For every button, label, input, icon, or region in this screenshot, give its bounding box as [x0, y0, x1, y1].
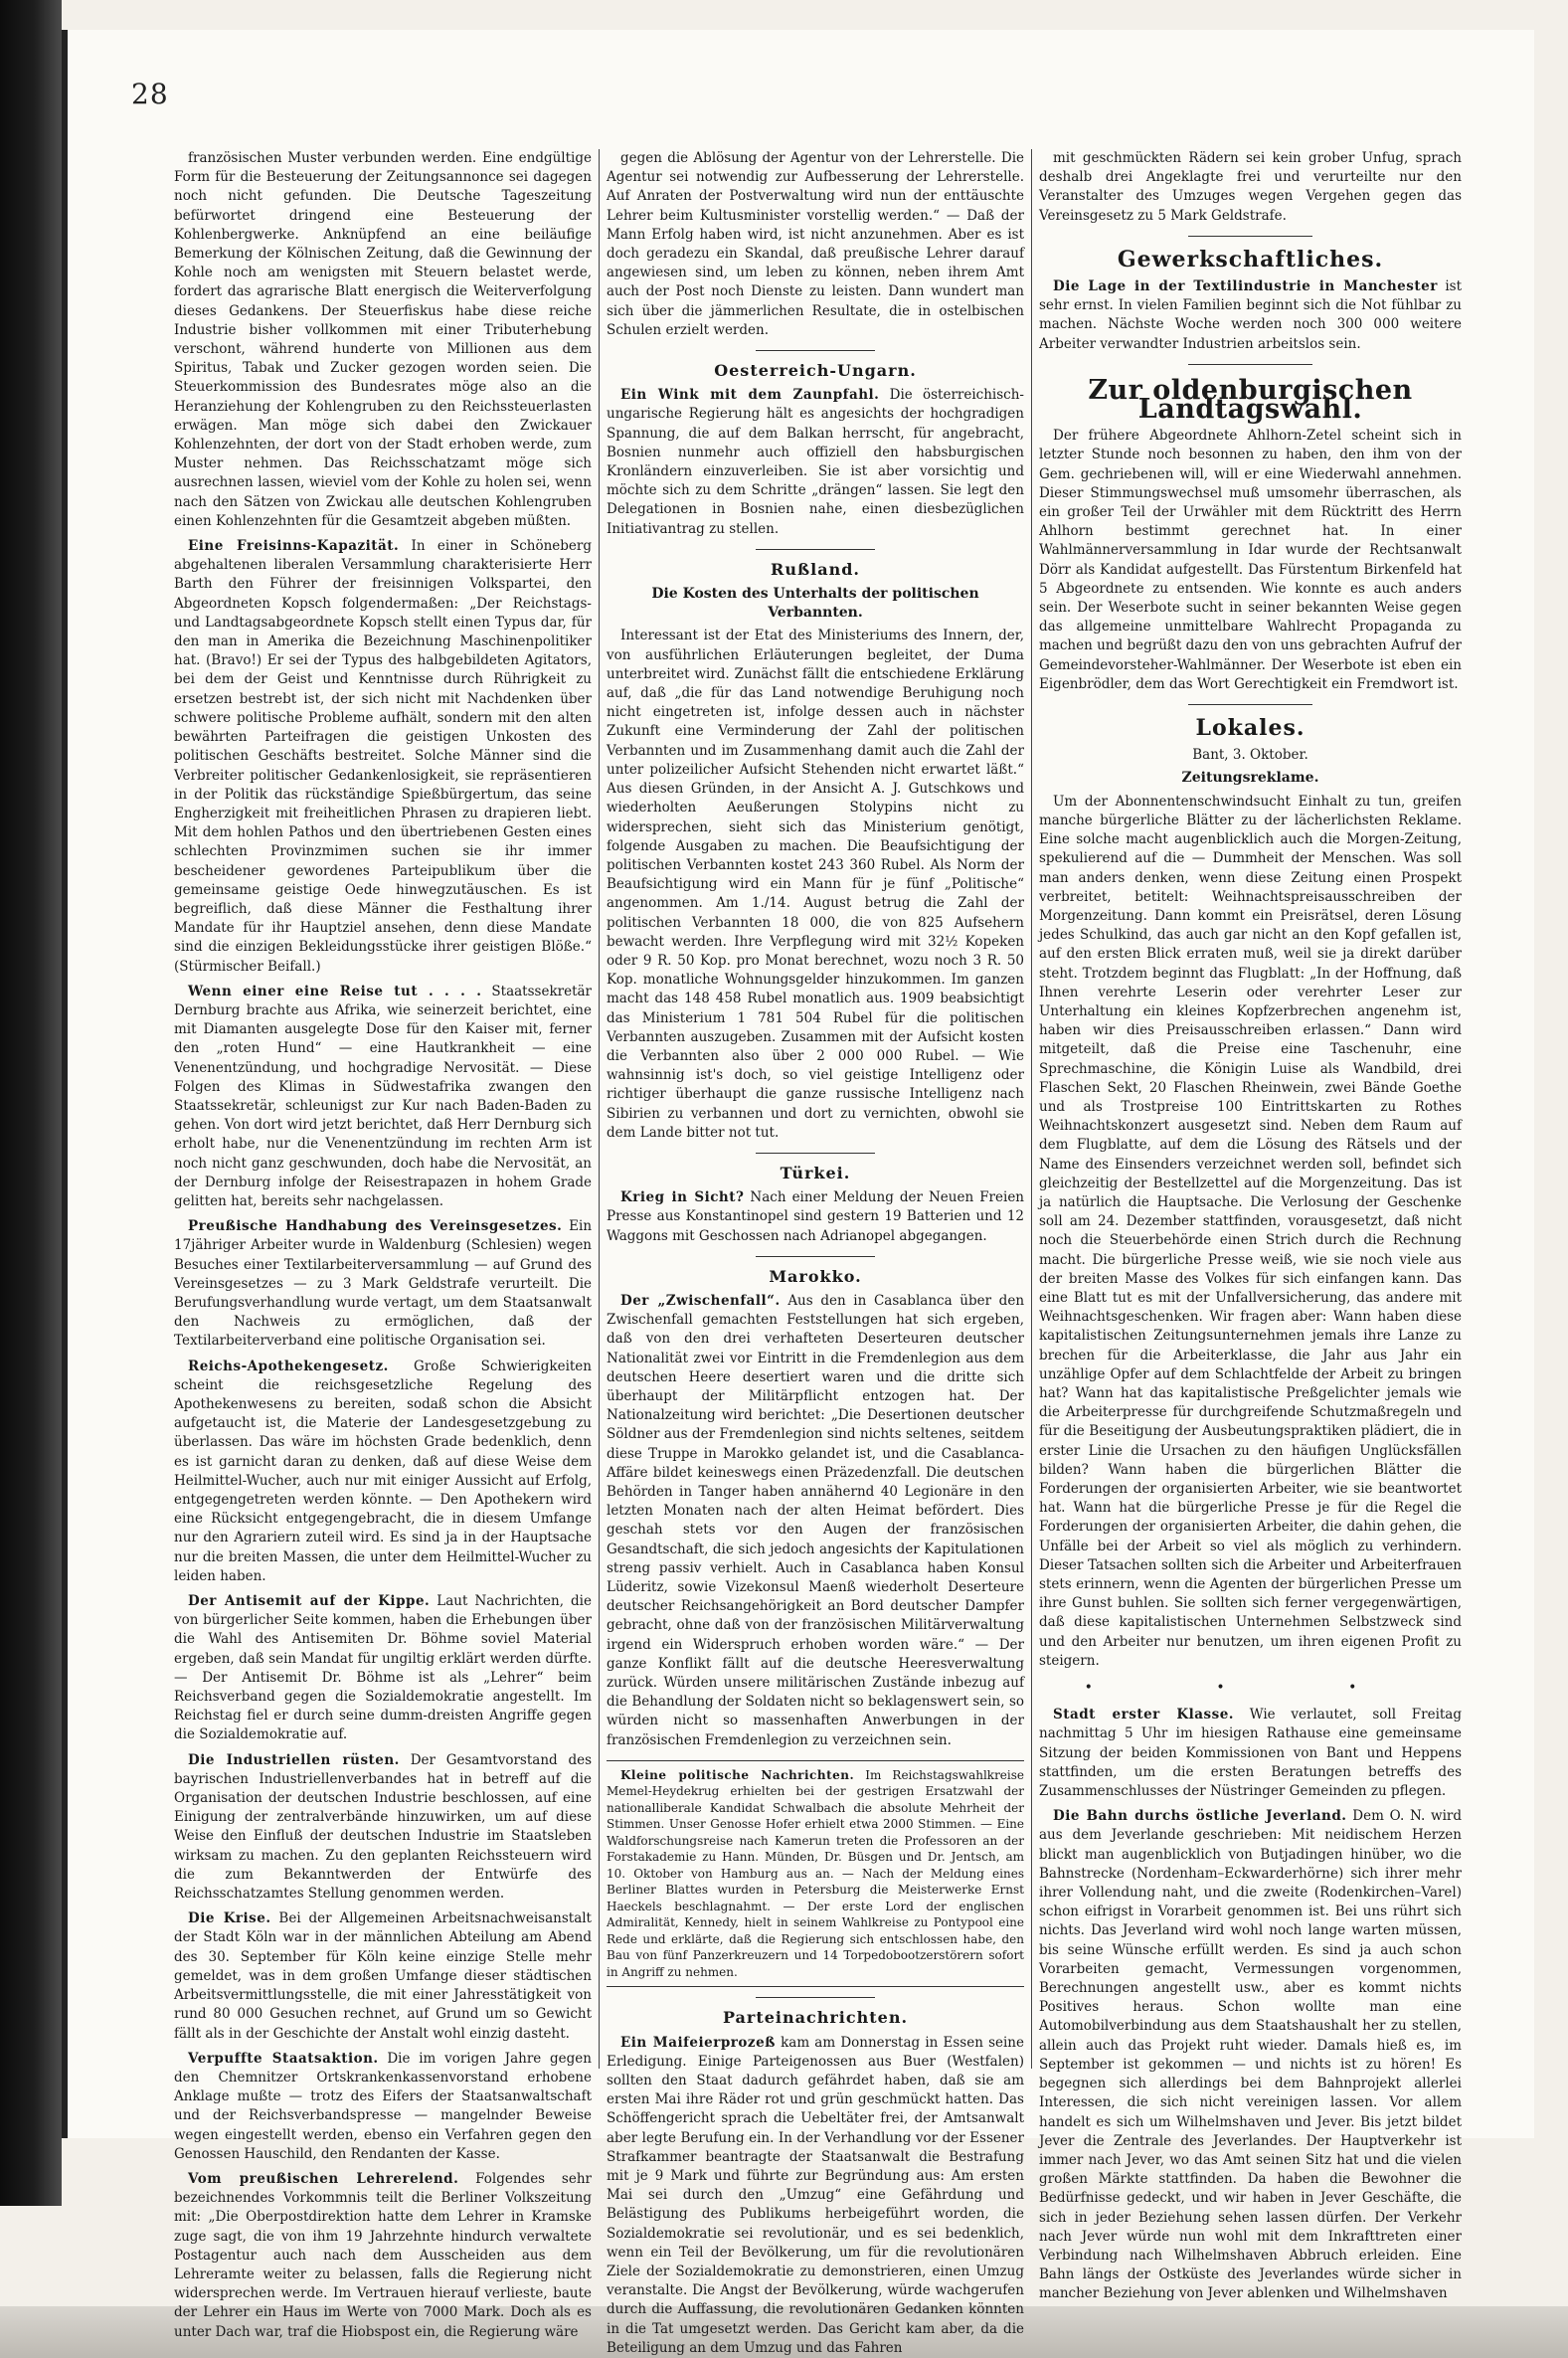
article-paragraph — [174, 1751, 592, 1905]
article-paragraph — [174, 1217, 592, 1351]
article — [174, 983, 592, 1211]
article-lead: Der „Zwischenfall“. — [620, 1292, 781, 1309]
article-paragraph — [1039, 793, 1462, 1671]
article-paragraph — [174, 2170, 592, 2342]
article — [174, 149, 592, 531]
article-text: Folgendes sehr bezeichnendes Vorkommnis teilt die Berliner Volkszeitung mit: „Die Oberpostdirektion hatte dem Lehrer in Kramske zuge sagt, die von ihm 19 Jahrzehnte hindurch verwaltete Postagentur auch nach dem Ausscheiden aus dem Lehreramte weiter zu belassen, falls die Regierung nicht widersprechen werde. Im Vertrauen hierauf verlieste, baute der Lehrer ein Haus im Werte von 7000 Mark. Doch als es unter Dach war, traf die Hiobspost ein, die Regierung wäre — [174, 2170, 592, 2340]
article — [1039, 277, 1462, 354]
article-lead: Ein Maifeierprozeß — [620, 2034, 776, 2051]
article-paragraph — [174, 1358, 592, 1586]
article-text: kam am Donnerstag in Essen seine Erledigung. Einige Parteigenossen aus Buer (Westfalen) sollten den Staat dadurch gefährdet haben, daß sie am ersten Mai ihre Räder rot und grün geschmückt hatten. Das Schöffengericht sprach die Uebeltäter frei, der Amtsanwalt aber legte Berufung ein. In der Verhandlung vor der Essener Strafkammer beantragte der Staatsanwalt die Bestrafung mit je 9 Mark und führte zur Begründung aus: Am ersten Mai sei durch den „Umzug“ eine Gefährdung und Belästigung des Publikums herbeigeführt worden, die Sozialdemokratie sei revolutionär, und es sei bedenklich, wenn ein Teil der Bevölkerung, um für die revolutionären Ziele der Sozialdemokratie zu demonstrieren, einen Umzug veranstalte. Die Angst der Bevölkerung, würde wachgerufen durch die Auffassung, die revolutionären Gedanken könnten in die Tat umgesetzt werden. Das Gericht kam aber, da die Beteiligung an dem Umzug und das Fahren — [607, 2034, 1024, 2356]
column-3 — [1039, 149, 1463, 2302]
article — [607, 1188, 1024, 1246]
article-paragraph — [1039, 427, 1462, 694]
column-rule — [1031, 149, 1032, 2069]
article-text: Aus den in Casablanca über den Zwischenfall gemachten Feststellungen hat sich ergeben, daß von den drei verhafteten Deserteuren deutscher Nationalität zwei vor Eintritt in die Fremdenlegion aus dem deutschen Heere desertiert waren und die dritte sich überhaupt der Militärpflicht entzogen hat. Der Nationalzeitung wird berichtet: „Die Desertionen deutscher Söldner aus der Fremdenlegion sind nichts seltenes, seitdem diese Truppe in Marokko gelandet ist, und die Casablanca-Affäre bildet keineswegs einen Präzedenzfall. Die deutschen Behörden in Tanger haben annähernd 40 Legionäre in den letzten Monaten nach der alten Heimat befördert. Dies geschah stets vor den Augen der französischen Gesandtschaft, die sich jedoch angesichts der Kapitulationen streng passiv verhielt. Auch in Casablanca haben Konsul Lüderitz, sowie Vizekonsul Maenß wiederholt Deserteure deutscher Reichsangehörigkeit an Bord deutscher Dampfer gebracht, ohne daß von der französischen Militärverwaltung irgend ein Widerspruch erhoben worden wäre.“ — Der ganze Konflikt fällt auf die deutsche Heeresverwaltung zurück. Würden unsere militärischen Zustände inbezug auf die Behandlung der Soldaten nicht so beklagenswert sein, so würden nicht so massenhaften Anwerbungen in der französischen Fremdenlegion zu verzeichnen sein. — [607, 1292, 1025, 1748]
section-divider — [1188, 236, 1312, 237]
article — [174, 2050, 592, 2164]
section-heading: Rußland. — [771, 559, 860, 579]
article-text: Der frühere Abgeordnete Ahlhorn-Zetel scheint sich in letzter Stunde noch besonnen zu haben, den ihm von der Gem. gechriebenen will, will er eine Wiederwahl annehmen. Dieser Stimmungswechsel muß umsomehr überraschen, als ein großer Teil der Urwähler mit dem Rücktritt des Herrn Ahlhorn bestimmt gerechnet hat. In einer Wahlmännerversammlung in Idar wurde der Rechtsanwalt Dörr als Kandidat aufgestellt. Das Fürstentum Birkenfeld hat 5 Abgeordnete zu entsenden. Wie konnte es auch anders sein. Der Weserbote sucht in seiner bekannten Weise gegen das allgemeine unmittelbare Wahlrecht Propaganda zu machen und begrüßt dazu den von uns gebrachten Aufruf der Gemeindevorsteher-Wahlmänner. Der Weserbote ist eben ein Eigenbrödler, dem das Wort Gerechtigkeit ein Fremdwort ist. — [1039, 428, 1462, 692]
section-divider — [756, 1256, 875, 1257]
article-text: Ein 17jähriger Arbeiter wurde in Waldenburg (Schlesien) wegen Besuches einer Textilarbeiterversammlung — auf Grund des Vereinsgesetzes — zu 3 Mark Geldstrafe verurteilt. Die Berufungsverhandlung wurde vertagt, um dem Staatsanwalt den Nachweis zu ermöglichen, daß der Textilarbeiterverband eine politische Organisation sei. — [174, 1218, 593, 1350]
section-heading: Zur oldenburgischen Landtagswahl. — [1088, 374, 1413, 426]
article-lead: Preußische Handhabung des Vereinsgesetzes. — [188, 1218, 563, 1235]
article-text: Die österreichisch-ungarische Regierung hält es angesichts der hochgradigen Spannung, die auf dem Balkan herrscht, für angebracht, Bosnien nunmehr auch offiziell den habsburgischen Kronländern einzuverleiben. Sie ist aber vorsichtig und möchte sich zu dem Schritte „drängen“ lassen. Sie legt den Delegationen in Bosnien nahe, einen diesbezüglichen Initiativantrag zu stellen. — [607, 387, 1024, 537]
article-paragraph — [1039, 277, 1462, 354]
article-lead: Wenn einer eine Reise tut . . . . — [188, 983, 482, 999]
section-heading: Gewerkschaftliches. — [1117, 246, 1384, 272]
article-paragraph — [174, 983, 592, 1211]
article-paragraph — [174, 1592, 592, 1745]
article — [1039, 1706, 1462, 1801]
article-paragraph — [174, 149, 592, 531]
article-text: ist sehr ernst. In vielen Familien beginnt sich die Not fühlbar zu machen. Nächste Woche werden noch 300 000 weitere Arbeiter verwandter Industrien arbeitslos sein. — [1039, 278, 1462, 352]
article-lead: Krieg in Sicht? — [620, 1189, 745, 1206]
article-paragraph — [607, 1188, 1024, 1246]
article-lead: Die Industriellen rüsten. — [188, 1751, 400, 1768]
article-lead: Vom preußischen Lehrerelend. — [188, 2170, 459, 2187]
section-divider — [756, 1153, 875, 1154]
article — [607, 386, 1024, 539]
article — [174, 537, 592, 977]
article-text: Dem O. N. wird aus dem Jeverlande geschrieben: Mit neidischem Herzen blickt man augenblicklich von Butjadingen hinüber, wo die Bahnstrecke (Nordenham–Eckwarderhörne) sich ihrer mehr ihrer Vollendung naht, und die zweite (Rodenkirchen–Varel) schon eifrigst in Vorarbeit genommen ist. Bei uns rührt sich nichts. Das Jeverland wird wohl noch lange warten müssen, bis seine Wünsche erfüllt werden. Es sind ja auch schon Vorarbeiten gemacht, Vermessungen vorgenommen, Berechnungen angestellt usw., aber es kommt nichts Positives heraus. Schon wollte man eine Automobilverbindung aus dem Staatshaushalt her zu stellen, allein auch das Projekt ruht wieder. Damals hieß es, im September ist gekommen — und nichts ist zu hören! Es begegnen sich allerdings bei dem Bahnprojekt allerlei Interessen, die sich nicht vereinigen lassen. Vor allem handelt es sich um Wilhelmshaven und Jever. Bis jetzt bildet Jever die Zentrale des Jeverlandes. Der Hauptverkehr ist immer nach Jever, wo das Amt seinen Sitz hat und die vielen großen Märkte stattfinden. Da haben die Bewohner die Bedürfnisse gedeckt, und wir haben in Jever Geschäfte, die sich in jeder Beziehung sehen lassen dürfen. Der Verkehr nach Jever würde nun wohl mit dem Inkrafttreten einer Verbindung nach Wilhelmshaven Abbruch erleiden. Eine Bahn längs der Ostküste des Jeverlandes würde sicher in mancher Beziehung von Jever ablenken und Wilhelmshaven — [1039, 1808, 1463, 2302]
article — [174, 1751, 592, 1905]
article-lead: Die Bahn durchs östliche Jeverland. — [1053, 1808, 1347, 1825]
column-rule — [599, 149, 600, 2069]
article — [1039, 793, 1462, 1671]
article-text: Im Reichstagswahlkreise Memel-Heydekrug erhielten bei der gestrigen Ersatzwahl der nationalliberale Kandidat Schwalbach die absolute Mehrheit der Stimmen. Unser Genosse Hofer erhielt etwa 2000 Stimmen. — Eine Waldforschungsreise nach Kamerun treten die Professoren an der Forstakademie zu Hann. Münden, Dr. Büsgen und Dr. Jentsch, am 10. Oktober von Hamburg aus an. — Nach der Meldung eines Berliner Blattes wurden in Petersburg die Meisterwerke Ernst Haeckels beschlagnahmt. — Der erste Lord der englischen Admiralität, Kennedy, hielt in seinem Wahlkreise zu Pontypool eine Rede und erklärte, daß die Regierung sich entschlossen habe, den Bau von fünf Panzerkreuzern und 14 Torpedobootzerstörern sofort in Angriff zu nehmen. — [607, 1767, 1024, 1979]
article-lead: Kleine politische Nachrichten. — [620, 1767, 855, 1782]
article-paragraph — [174, 537, 592, 977]
section-heading: Parteinachrichten. — [722, 2008, 909, 2028]
column-2 — [607, 149, 1025, 2356]
section-divider — [1188, 704, 1312, 705]
section-divider — [756, 549, 875, 550]
article-text: Um der Abonnentenschwindsucht Einhalt zu tun, greifen manche bürgerliche Blätter zu der lächerlichsten Reklame. Eine solche macht augenblicklich auch die Morgen-Zeitung, spekulierend auf die — Dummheit der Menschen. Was soll man anders denken, wenn diese Zeitung einen Prospekt verbreitet, betitelt: Weihnachtspreisausschreiben der Morgenzeitung. Dann kommt ein Preisrätsel, deren Lösung jedes Schulkind, das auch gar nicht an den Kopf gefallen ist, auf den ersten Blick erraten muß, weil sie ja direkt darüber steht. Trotzdem beginnt das Flugblatt: „In der Hoffnung, daß Ihnen verehrte Leserin oder verehrter Leser zur Unterhaltung ein kleines Kopfzerbrechen angenehm ist, haben wir dies Preisausschreiben erlassen.“ Dann wird mitgeteilt, daß die Preise eine Taschenuhr, eine Sprechmaschine, die Königin Luise als Wandbild, drei Flaschen Sekt, 20 Flaschen Rheinwein, zwei Bände Goethe und als Trostpreise 100 Eintrittskarten zu Rothes Weihnachtskonzert ausgesetzt sind. Neben dem Raum auf dem Flugblatte, auf dem die Lösung des Rätsels und der Name des Einsenders verzeichnet werden soll, befindet sich gleichzeitig der Bestellzettel auf die Morgenzeitung. Das ist ja natürlich die Hauptsache. Die Verlosung der Geschenke soll am 24. Dezember stattfinden, vorausgesetzt, daß nicht noch die Steuerbehörde einen Strich durch die Rechnung macht. Die bürgerliche Presse weiß, wie sie noch viele aus der breiten Masse des Volkes für sich einfangen kann. Das eine Blatt tut es mit der Unfallversicherung, das andere mit Weihnachtsgeschenken. Wir fragen aber: Wann haben diese kapitalistischen Zeitungsunternehmen jemals ihre Lanze zu brechen für die Arbeiterklasse, die Jahr aus Jahr ein unzählige Opfer auf dem Schlachtfelde der Arbeit zu bringen hat? Wann hat das kapitalistische Preßgelichter jemals wie die Arbeiterpresse für durchgreifende Schutzmaßregeln und für die Beseitigung der Ausbeutungspraktiken plädiert, die in erster Linie die Ursachen zu den häufigen Unglücksfällen bilden? Wann haben die bürgerlichen Blätter die Forderungen der organisierten Arbeiter, wie sie beantwortet hat. Wann hat die bürgerliche Presse je für die Regel die Forderungen der organisierten Arbeiter, die dahin gehen, die Unfälle bei der Arbeit so viel als möglich zu verhindern. Dieser Tatsachen sollten sich die Arbeiter und Arbeiterfrauen stets erinnern, wenn die Agenten der bürgerlichen Presse um ihre Gunst buhlen. Sie sollten sich ferner vergegenwärtigen, daß diese kapitalistischen Unternehmen Selbstzweck sind und den Arbeiter nur benutzen, um ihren eigenen Profit zu steigern. — [1039, 793, 1462, 1669]
article-text: Bei der Allgemeinen Arbeitsnachweisanstalt der Stadt Köln war in der männlichen Abteilung am Abend des 30. September für Köln keine einzige Stelle mehr gemeldet, was in dem großen Umfange dieser städtischen Arbeitsvermittlungsstelle, die mit einer Jahresstätigkeit von rund 80 000 Gesuchen rechnet, auf Grund um so Gewicht fällt als in der Geschichte der Anstalt wohl einzig dasteht. — [174, 1910, 592, 2042]
article-paragraph — [607, 2034, 1024, 2358]
article-text: In einer in Schöneberg abgehaltenen liberalen Versammlung charakterisierte Herr Barth den Führer der freisinnigen Volkspartei, den Abgeordneten Kopsch folgendermaßen: „Der Reichstags- und Landtagsabgeordnete Kopsch stellt einen Typus dar, für den man in Amerika die Bezeichnung Maschinenpolitiker hat. (Bravo!) Er sei der Typus des halbgebildeten Agitators, bei dem der Geist und Kenntnisse durch Rührigkeit zu ersetzen bestrebt ist, der sich nicht mit Nachdenken über schwere politische Probleme aufhält, sondern mit den alten bewährten Parteifragen die geistigen Unkosten des politischen Geschäfts bestreitet. Solche Männer sind die Verbreiter politischer Gedankenlosigkeit, sie repräsentieren in der Politik das rückständige Spießbürgertum, das seine Engherzigkeit mit freiheitlichen Phrasen zu drapieren liebt. Mit dem hohlen Pathos und den übertriebenen Gesten eines schlechten Provinzmimen suchen sie ihr immer bescheidener gewordenes Parteipublikum über die gemeinsame geistige Oede hinwegzutäuschen. Es ist begreiflich, daß diese Männer die Festhaltung ihrer Mandate für ihr Hauptziel ansehen, denn diese Mandate sind die einzigen Bekleidungsstücke ihrer geistigen Blöße.“ (Stürmischer Beifall.) — [174, 538, 592, 975]
column-1 — [174, 149, 593, 2340]
scan-dark-edge — [0, 0, 62, 2206]
article-paragraph — [607, 149, 1024, 340]
article-lead: Der Antisemit auf der Kippe. — [188, 1593, 431, 1610]
article-text: Laut Nachrichten, die von bürgerlicher Seite kommen, haben die Erhebungen über die Wahl des Antisemiten Dr. Böhme soviel Material ergeben, daß sein Mandat für ungiltig erklärt werden dürfte. — Der Antisemit Dr. Böhme ist als „Lehrer“ beim Reichsverband gegen die Sozialdemokratie angestellt. Im Reichstag fiel er durch seine dumm-dreisten Angriffe gegen die Sozialdemokratie auf. — [174, 1593, 592, 1743]
article — [174, 1909, 592, 2043]
article-lead: Eine Freisinns-Kapazität. — [188, 538, 400, 555]
article-text: Nach einer Meldung der Neuen Freien Presse aus Konstantinopel sind gestern 19 Batterien und 12 Waggons mit Geschossen nach Adrianopel abgegangen. — [607, 1189, 1024, 1244]
article-paragraph — [607, 1767, 1024, 1981]
article — [607, 627, 1024, 1142]
article-text: Interessant ist der Etat des Ministeriums des Innern, der, von ausführlichen Erläuterungen begleitet, der Duma unterbreitet wird. Zunächst fällt die entschiedene Erklärung auf, daß „die für das Land notwendige Beruhigung noch nicht eingetreten ist, infolge dessen auch in nächster Zukunft eine Verminderung der Zahl der politischen Verbannten und im Zusammenhang damit auch die Zahl der unter polizeilicher Aufsicht Stehenden nicht erwartet läßt.“ Aus diesen Gründen, in der Ansicht A. J. Gutschkows und wiederholten Aeußerungen Stolypins nicht zu widersprechen, sieht sich das Ministerium genötigt, folgende Ausgaben zu machen. Die Beaufsichtigung der politischen Verbannten kostet 243 360 Rubel. Als Norm der Beaufsichtigung wird ein Mann für je fünf „Politische“ angenommen. Am 1./14. August betrug die Zahl der politischen Verbannten 18 000, die von 825 Aufsehern bewacht werden. Ihre Verpflegung wird mit 32½ Kopeken oder 9 R. 50 Kop. pro Monat berechnet, wozu noch 3 R. 50 Kop. monatliche Wohnungsgelder hinzukommen. Im ganzen macht das 148 458 Rubel monatlich aus. 1909 beabsichtigt das Ministerium 1 781 504 Rubel für die politischen Verbannten auszugeben. Zusammen mit der Aufsicht kosten die Verbannten also über 2 000 000 Rubel. — Wie wahnsinnig ist's doch, so viel geistige Intelligenz oder richtiger überhaupt die ganze russische Intelligenz nach Sibirien zu verbannen und dort zu vernichten, obwohl sie dem Lande bitter not tut. — [607, 628, 1024, 1141]
article-paragraph — [607, 1292, 1024, 1750]
section-heading: Oesterreich-Ungarn. — [714, 361, 917, 381]
article-paragraph — [1039, 1807, 1462, 2303]
article — [174, 1592, 592, 1745]
article-text: gegen die Ablösung der Agentur von der Lehrerstelle. Die Agentur sei notwendig zur Aufbesserung der Lehrerstelle. Auf Anraten der Postverwaltung wird nun der enttäuschte Lehrer beim Kultusminister vorstellig werden.“ — Daß der Mann Erfolg haben wird, ist nicht anzunehmen. Aber es ist doch geradezu ein Skandal, daß preußische Lehrer darauf angewiesen sind, um leben zu können, neben ihrem Amt auch der Post noch Dienste zu leisten. Dann wundert man sich über die jämmerlichen Resultate, die in ostelbischen Schulen erzielt werden. — [607, 150, 1024, 338]
dateline: Bant, 3. Oktober. — [1192, 747, 1308, 764]
article — [174, 2170, 592, 2342]
article — [174, 1358, 592, 1586]
article-lead: Die Krise. — [188, 1910, 271, 1927]
news-brief-box — [607, 1760, 1024, 1988]
article-lead: Ein Wink mit dem Zaunpfahl. — [620, 387, 880, 404]
article-paragraph — [607, 627, 1024, 1142]
article-text: französischen Muster verbunden werden. Eine endgültige Form für die Besteuerung der Zeitungsannonce sei dagegen noch nicht gefunden. Die Deutsche Tageszeitung befürwortet dringend eine Besteuerung der Kohlenbergwerke. Anknüpfend an eine beiläufige Bemerkung der Kölnischen Zeitung, daß die Gewinnung der Kohle noch am wenigsten mit Steuern belastet werde, fordert das agrarische Blatt energisch die Weiterverfolgung dieses Gedankens. Der Steuerfiskus habe diese reiche Industrie bisher vollkommen mit einer Tributerhebung verschont, während hunderte von Millionen aus dem Spiritus, Tabak und Zucker gezogen worden seien. Die Steuerkommission des Bundesrates möge also an die Heranziehung der Kohlengruben zu den Reichssteuerlasten erwägen. Man möge sich dabei den Zwickauer Kohlenzehnten, der dort von der Stadt erhoben werde, zum Muster nehmen. Das Reichsschatzamt möge sich ausrechnen lassen, wieviel vom der Kohle zu holen sei, wenn nach den Sätzen von Zwickau alle deutschen Kohlengruben einen Kohlenzehnten für die Gesamtzeit abgeben müßten. — [174, 150, 592, 529]
article-lead: Die Lage in der Textilindustrie in Manchester — [1053, 278, 1438, 295]
article — [174, 1217, 592, 1351]
article — [1039, 149, 1462, 226]
article-text: Wie verlautet, soll Freitag nachmittag 5 Uhr im hiesigen Rathause eine gemeinsame Sitzung der beiden Kommissionen von Bant und Heppens stattfinden, um die ersten Beratungen betreffs des Zusammenschlusses der Nüstringer Gemeinden zu pflegen. — [1039, 1707, 1462, 1800]
article-text: Staatssekretär Dernburg brachte aus Afrika, wie seinerzeit berichtet, eine mit Diamanten ausgelegte Dose für den Kaiser mit, ferner den „roten Hund“ — eine Hautkrankheit — eine Venenentzündung, und hochgradige Nervosität. — Diese Folgen des Klimas in Südwestafrika zwangen den Staatssekretär, schleunigst zur Kur nach Baden-Baden zu gehen. Von dort wird jetzt berichtet, daß Herr Dernburg sich erholt habe, nur die Venenentzündung im rechten Arm ist noch nicht ganz geschwunden, doch habe die Nervosität, an der Dernburg infolge der Reisestrapazen in hohem Grade gelitten hat, bereits sehr nachgelassen. — [174, 983, 592, 1209]
article-lead: Reichs-Apothekengesetz. — [188, 1358, 389, 1374]
article-paragraph — [1039, 1706, 1462, 1801]
article — [1039, 427, 1462, 694]
section-divider — [756, 1997, 875, 1998]
page-number: 28 — [131, 78, 169, 110]
section-heading: Türkei. — [780, 1163, 851, 1182]
separator-dots: • • • — [1084, 1680, 1417, 1697]
article — [607, 149, 1024, 340]
article-paragraph — [1039, 149, 1462, 226]
article-text: mit geschmückten Rädern sei kein grober Unfug, sprach deshalb drei Angeklagte frei und verurteilte nur den Veranstalter des Umzuges wegen Vergehen gegen das Vereinsgesetz zu 5 Mark Geldstrafe. — [1039, 150, 1462, 224]
section-heading: Lokales. — [1195, 715, 1306, 742]
article-lead: Stadt erster Klasse. — [1053, 1707, 1234, 1723]
section-heading: Marokko. — [769, 1266, 862, 1286]
article-paragraph — [174, 1909, 592, 2043]
article-lead: Verpuffte Staatsaktion. — [188, 2050, 379, 2067]
section-divider — [1188, 364, 1312, 365]
article-headline: Die Kosten des Unterhalts der politischen Verbannten. — [651, 586, 979, 622]
article — [1039, 1807, 1462, 2303]
article-paragraph — [174, 2050, 592, 2164]
article-text: Der Gesamtvorstand des bayrischen Industriellenverbandes hat in betreff auf die Organisation der deutschen Industrie beschlossen, auf eine Einigung der zentralverbände hinzuwirken, um auf diese Weise den Einfluß der deutschen Industrie im Staatsleben wirksam zu machen. Zu den geplanten Reichssteuern wird die zum Bekanntwerden der Entwürfe des Reichsschatzamtes Stellung genommen werden. — [174, 1751, 592, 1903]
article — [607, 1292, 1024, 1750]
article-headline: Zeitungsreklame. — [1181, 770, 1319, 787]
article-paragraph — [607, 386, 1024, 539]
article — [607, 2034, 1024, 2358]
section-divider — [756, 350, 875, 351]
article-text: Große Schwierigkeiten scheint die reichsgesetzliche Regelung des Apothekenwesens zu bereiten, sodaß schon die Absicht aufgetaucht ist, die Materie der Landesgesetzgebung zu überlassen. Das wäre im höchsten Grade bedenklich, denn es ist garnicht daran zu denken, daß auf diese Weise dem Heilmittel-Wucher, auch nur mit einiger Aussicht auf Erfolg, entgegengetreten werden könnte. — Den Apothekern wird eine Rücksicht entgegengebracht, die in diesem Umfange nur den Agrariern zuteil wird. Es sind ja in der Hauptsache nur die breiten Massen, die unter dem Heilmittel-Wucher zu leiden haben. — [174, 1358, 592, 1584]
article-text: Die im vorigen Jahre gegen den Chemnitzer Ortskrankenkassenvorstand erhobene Anklage mußte — trotz des Eifers der Staatsanwaltschaft und der Reichsverbandspresse — mangelnder Beweise wegen eingestellt werden, ebenso ein Verfahren gegen den Genossen Hauschild, den Rendanten der Kasse. — [174, 2050, 592, 2162]
